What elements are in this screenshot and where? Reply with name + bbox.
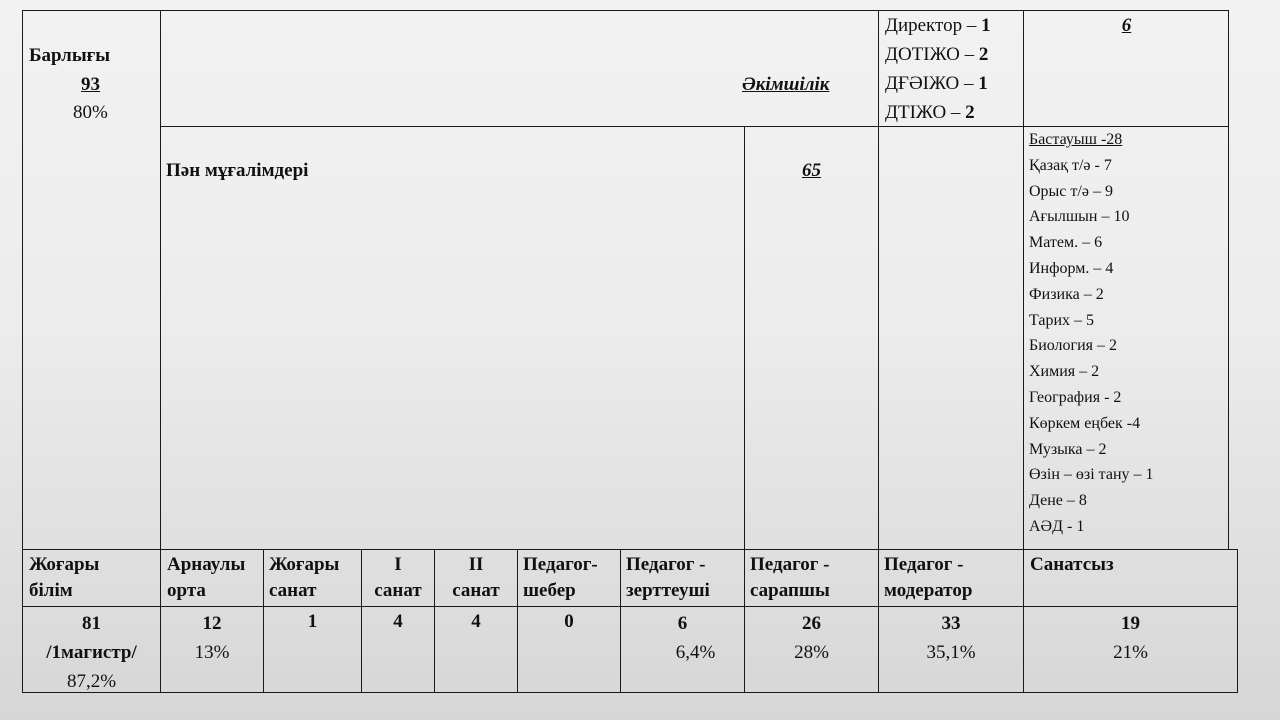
admin-count: 6	[1121, 15, 1132, 36]
admin-role-name: ДТІЖО –	[885, 102, 966, 123]
grid-line	[1237, 549, 1238, 693]
total-count: 93	[81, 74, 100, 95]
value-higher-edu: 81 /1магистр/ 87,2%	[46, 613, 137, 692]
value-first-category: 4	[393, 611, 403, 632]
grid-line	[744, 126, 745, 693]
header-special-secondary: Арнаулы орта	[167, 554, 246, 601]
subject-item: Өзін – өзі тану – 1	[1029, 466, 1154, 484]
subject-item: Орыс т/ә – 9	[1029, 182, 1113, 200]
subject-item: Көркем еңбек -4	[1029, 414, 1141, 432]
value-pedagog-moderator: 33 35,1%	[926, 613, 976, 663]
admin-label: Әкімшілік	[742, 74, 830, 95]
admin-role-name: ДҒӘІЖО –	[885, 73, 979, 94]
header-pedagog-master: Педагог- шебер	[523, 554, 598, 601]
total-label: Барлығы	[29, 45, 111, 66]
teachers-count: 65	[802, 160, 821, 181]
admin-role	[885, 100, 975, 126]
subject-item: Информ. – 4	[1029, 260, 1114, 277]
subject-item: География - 2	[1029, 389, 1122, 406]
header-pedagog-moderator: Педагог - модератор	[884, 554, 973, 601]
admin-role-name: Директор –	[885, 15, 982, 36]
value-special-secondary: 12 13%	[194, 613, 230, 663]
subject-item: Биология – 2	[1029, 337, 1118, 355]
value-pedagog-researcher: 6 6,4%	[675, 613, 716, 663]
grid-line	[1228, 10, 1229, 550]
grid-line	[22, 549, 1238, 550]
header-pedagog-researcher: Педагог - зерттеуші	[626, 554, 710, 601]
grid-line	[22, 10, 23, 693]
admin-role-value: 2	[978, 44, 989, 65]
admin-role-value: 1	[981, 15, 991, 36]
subject-item: Дене – 8	[1029, 492, 1087, 510]
subject-item: Химия – 2	[1029, 363, 1100, 381]
header-second-category: ІІ санат	[452, 554, 500, 601]
header-no-category: Санатсыз	[1030, 554, 1114, 575]
grid-line	[22, 692, 1238, 693]
value-pedagog-master: 0	[564, 611, 574, 632]
subject-item: Тарих – 5	[1029, 311, 1095, 329]
subject-item: Матем. – 6	[1029, 234, 1103, 252]
subject-item: Ағылшын – 10	[1029, 208, 1130, 226]
grid-line	[160, 10, 161, 693]
value-pedagog-expert: 26 28%	[794, 613, 829, 663]
admin-role-value: 2	[965, 102, 975, 123]
value-second-category: 4	[471, 611, 481, 632]
subject-item: АӘД - 1	[1029, 518, 1085, 535]
total-percent: 80%	[73, 102, 108, 123]
grid-line	[1023, 10, 1024, 693]
admin-role	[885, 42, 988, 68]
header-higher-category: Жоғары санат	[269, 554, 340, 601]
teachers-label: Пән мұғалімдері	[166, 160, 309, 181]
value-higher-category: 1	[307, 611, 318, 632]
grid-line	[22, 10, 1229, 11]
admin-role	[885, 13, 991, 39]
value-no-category: 19 21%	[1113, 613, 1148, 663]
admin-role-name: ДОТІЖО –	[885, 44, 979, 65]
subject-item: Физика – 2	[1029, 285, 1104, 303]
grid-line	[878, 10, 879, 693]
header-higher-edu: Жоғары білім	[29, 554, 100, 601]
subject-item: Бастауыш -28	[1029, 131, 1123, 148]
grid-line	[22, 606, 1238, 607]
subject-item: Қазақ т/ә - 7	[1029, 156, 1112, 174]
header-first-category: І санат	[374, 554, 422, 601]
admin-role	[885, 71, 988, 97]
header-pedagog-expert: Педагог - сарапшы	[750, 554, 830, 601]
admin-role-value: 1	[978, 73, 988, 94]
subject-item: Музыка – 2	[1029, 440, 1107, 458]
